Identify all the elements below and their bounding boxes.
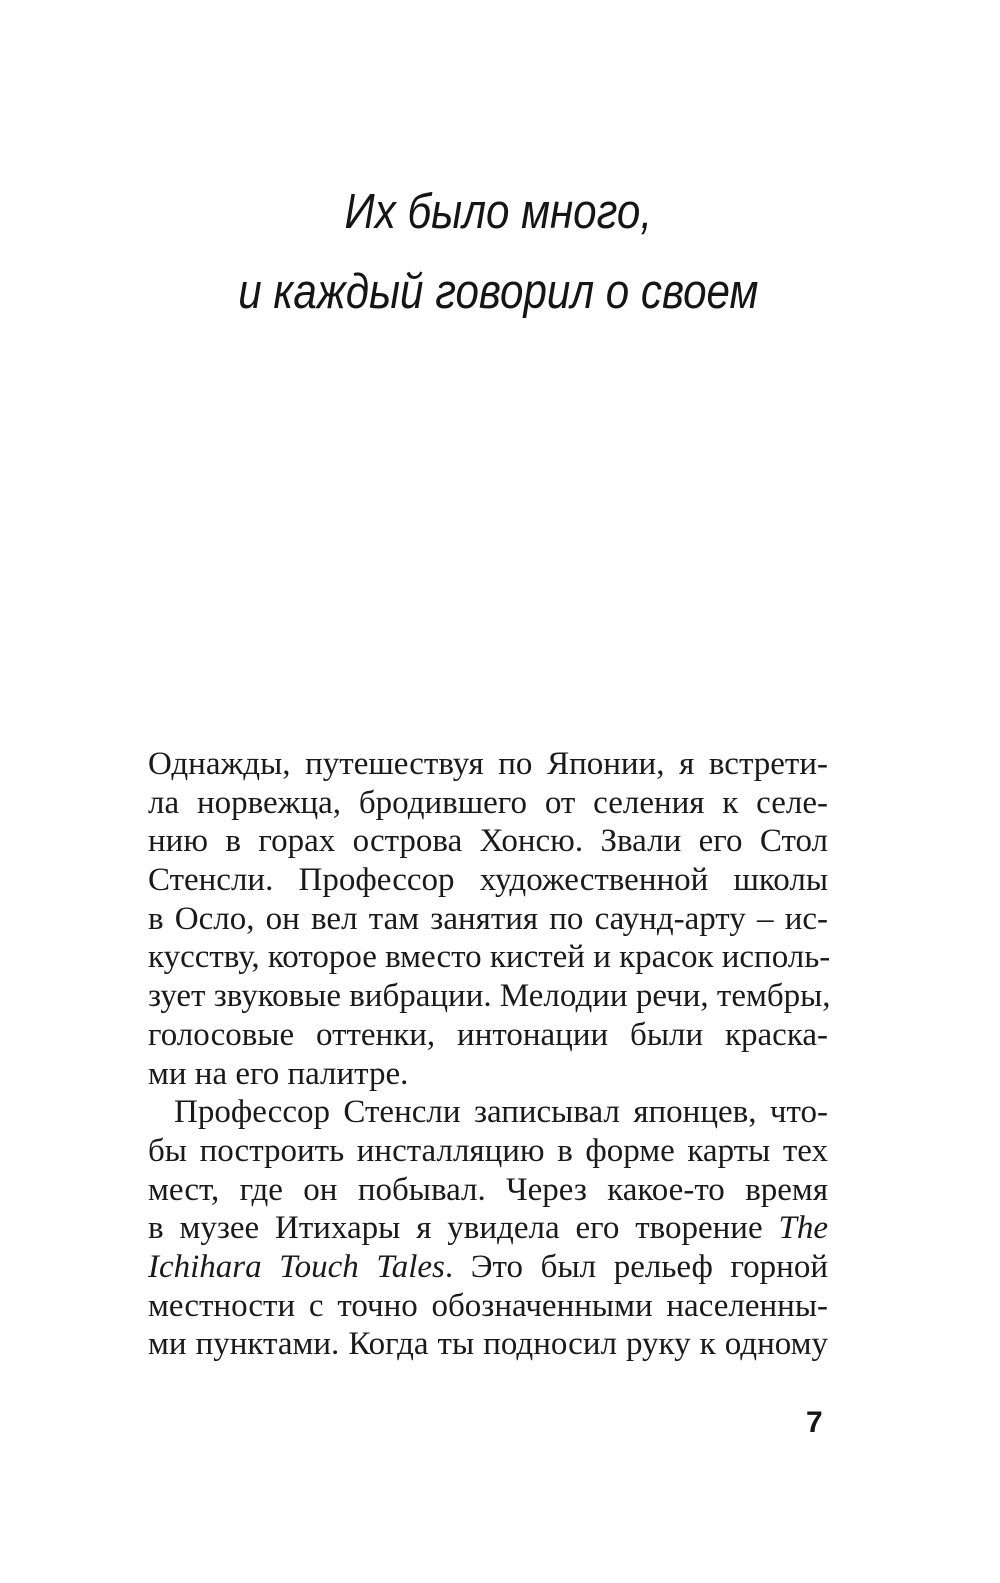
book-title-italic: The	[778, 1210, 828, 1247]
text-line: ла норвежца, бродившего от селения к селе-	[148, 784, 828, 821]
paragraph-2	[148, 1093, 828, 1364]
text-line: в Осло, он вел там занятия по саунд-арту – ис-	[148, 900, 828, 937]
paragraph-1	[148, 745, 831, 1093]
text-line: в музее Итихары я увидела его творение The	[148, 1210, 828, 1247]
text-line: голосовые оттенки, интонации были краска-	[148, 1016, 828, 1053]
text-line: нию в горах острова Хонсю. Звали его Стол	[148, 823, 828, 860]
text-line: ми пунктами. Когда ты подносил руку к одному	[148, 1326, 828, 1363]
chapter-title	[68, 172, 928, 332]
chapter-title-line-2: и каждый говорил о своем	[238, 265, 759, 319]
text-line: мест, где он побывал. Через какое-то время	[148, 1171, 828, 1208]
text-line: Однажды, путешествуя по Японии, я встрети-	[148, 746, 828, 782]
text-line: кусству, которое вместо кистей и красок исполь-	[148, 939, 831, 976]
text-line: Стенсли. Профессор художественной школы	[148, 862, 828, 899]
text-line: бы построить инсталляцию в форме карты тех	[148, 1132, 828, 1169]
book-title-italic: Ichihara Touch Tales	[148, 1248, 445, 1285]
chapter-title-line-1: Их было много,	[344, 185, 653, 239]
text-line: Профессор Стенсли записывал японцев, что-	[174, 1094, 828, 1131]
text-line: местности с точно обозначенными населенны-	[148, 1287, 828, 1324]
page-number: 7	[806, 1406, 823, 1439]
text-line: Ichihara Touch Tales. Это был рельеф горной	[148, 1248, 828, 1285]
text-line: ми на его палитре.	[148, 1055, 409, 1092]
text-line: зует звуковые вибрации. Мелодии речи, тембры,	[148, 978, 831, 1015]
body-text	[148, 745, 831, 1364]
